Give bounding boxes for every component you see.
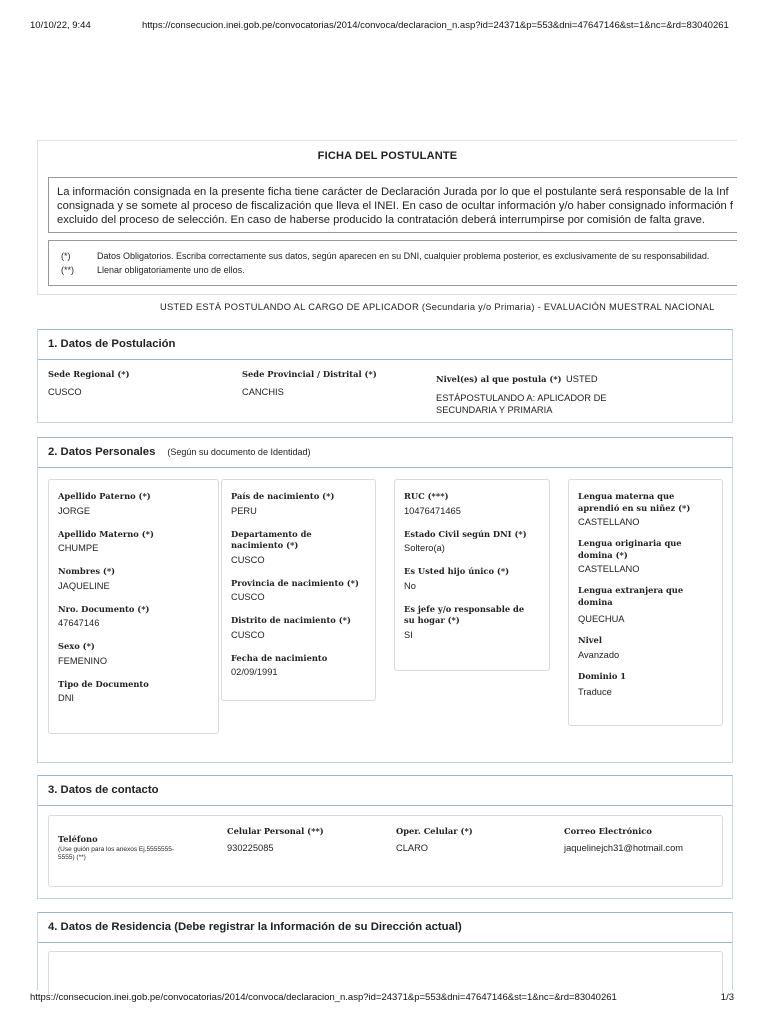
- estado-civil-label: Estado Civil según DNI (*): [404, 528, 527, 539]
- celular-field: [227, 826, 324, 854]
- personales-header: [38, 438, 732, 468]
- sexo-field: [58, 641, 209, 667]
- residencia-header: 4. Datos de Residencia (Debe registrar la Información de su Dirección actual): [38, 913, 732, 943]
- tax-civil-box: [394, 479, 550, 671]
- identity-box: [48, 479, 219, 734]
- nivel-lengua-value: Avanzado: [578, 649, 620, 660]
- sede-provincial-field: [242, 369, 377, 398]
- jefe-hogar-field: [404, 604, 540, 641]
- lengua-originaria-label: [578, 538, 713, 561]
- sede-regional-field: [48, 369, 130, 398]
- sexo-value: FEMENINO: [58, 655, 108, 666]
- correo-label: Correo Electrónico: [564, 826, 652, 836]
- pais-label: País de nacimiento (*): [231, 491, 335, 501]
- print-footer-url: https://consecucion.inei.gob.pe/convocatorias/2014/convoca/declaracion_n.asp?id=24371&p=553&dni=47647146&st=1&nc=&rd=83040261: [30, 992, 617, 1003]
- lengua-materna-label: [578, 491, 713, 514]
- declaration-disclaimer: [48, 177, 737, 233]
- provincia-label: Provincia de nacimiento (*): [231, 577, 359, 588]
- estado-civil-field: [404, 529, 540, 555]
- distrito-label: Distrito de nacimiento (*): [231, 615, 351, 625]
- departamento-label-line: Departamento de: [231, 528, 312, 539]
- contacto-header: 3. Datos de contacto: [38, 776, 732, 806]
- print-url: https://consecucion.inei.gob.pe/convocatorias/2014/convoca/declaracion_n.asp?id=24371&p=553&dni=47647146&st=1&nc=&rd=83040261: [142, 20, 729, 31]
- nivel-lengua-label: Nivel: [578, 635, 602, 645]
- apellido-paterno-field: [58, 491, 209, 517]
- nombres-field: [58, 566, 209, 592]
- language-box: [568, 479, 723, 726]
- telefono-field: [58, 834, 218, 862]
- legend-row-one-of: [61, 263, 725, 277]
- nombres-value: JAQUELINE: [58, 580, 110, 591]
- legend-mark: (**): [61, 265, 74, 275]
- lengua-originaria-label-line: domina (*): [578, 549, 628, 560]
- telefono-hint: [58, 846, 218, 862]
- operador-field: [396, 826, 473, 854]
- legend-box: [48, 240, 737, 286]
- disclaimer-line: excluido del proceso de selección. En caso de haberse producido la contratación deberá interrumpirse por comisión de falta grave.: [57, 214, 706, 226]
- pais-field: [231, 491, 366, 517]
- hijo-unico-label: Es Usted hijo único (*): [404, 566, 510, 576]
- nivel-postula-line: ESTÁPOSTULANDO A: APLICADOR DE: [436, 393, 607, 403]
- jefe-hogar-value: SI: [404, 629, 413, 640]
- correo-field: [564, 826, 683, 854]
- tipo-documento-label: Tipo de Documento: [58, 678, 149, 689]
- sede-provincial-value: CANCHIS: [242, 386, 284, 397]
- contacto-box: [48, 815, 723, 887]
- departamento-label-line: nacimiento (*): [231, 540, 299, 550]
- hijo-unico-field: [404, 566, 540, 592]
- nivel-postula-line: SECUNDARIA Y PRIMARIA: [436, 405, 553, 415]
- nro-documento-field: [58, 604, 209, 630]
- lengua-extranjera-label: [578, 585, 713, 608]
- lengua-originaria-value: CASTELLANO: [578, 564, 640, 574]
- personales-title: 2. Datos Personales: [48, 446, 156, 458]
- cargo-line: USTED ESTÁ POSTULANDO AL CARGO DE APLICADOR (Secundaria y/o Primaria) - EVALUACIÓN MUESTRAL NACIONAL: [160, 302, 715, 312]
- ruc-value: 10476471465: [404, 505, 461, 516]
- personales-panel: [37, 437, 733, 763]
- nivel-lengua-field: [578, 635, 713, 661]
- pais-value: PERU: [231, 505, 257, 516]
- distrito-value: CUSCO: [231, 629, 265, 640]
- jefe-hogar-label: [404, 604, 540, 627]
- nivel-postula-label-row: [436, 369, 726, 387]
- legend-text: Datos Obligatorios. Escriba correctamente sus datos, según aparecen en su DNI, cualquier problema posterior, es exclusivamente de su responsabilidad.: [97, 251, 710, 261]
- celular-label: Celular Personal (**): [227, 826, 324, 836]
- apellido-materno-field: [58, 529, 209, 555]
- lengua-extranjera-label-line: domina: [578, 596, 613, 607]
- estado-civil-value: Soltero(a): [404, 543, 445, 553]
- nivel-postula-value: [436, 392, 726, 416]
- jefe-hogar-label-line: Es jefe y/o responsable de: [404, 603, 525, 614]
- ruc-field: [404, 491, 540, 517]
- hijo-unico-value: No: [404, 580, 416, 591]
- legend-row-required: [61, 249, 725, 263]
- tipo-documento-value: DNI: [58, 693, 75, 703]
- legend-text: Llenar obligatoriamente uno de ellos.: [97, 265, 245, 275]
- apellido-paterno-label: Apellido Paterno (*): [58, 491, 151, 501]
- nro-documento-label: Nro. Documento (*): [58, 603, 150, 614]
- sede-regional-label: Sede Regional (*): [48, 369, 130, 379]
- telefono-label: Teléfono: [58, 834, 98, 844]
- tipo-documento-field: [58, 679, 209, 705]
- residencia-panel: [37, 912, 733, 990]
- lengua-extranjera-field: [578, 585, 713, 625]
- ruc-label: RUC (***): [404, 491, 449, 501]
- distrito-field: [231, 615, 366, 641]
- apellido-materno-label: Apellido Materno (*): [58, 528, 154, 539]
- departamento-label: [231, 529, 366, 552]
- disclaimer-line: La información consignada en la presente ficha tiene carácter de Declaración Jurada por lo que el postulante será responsable de la Inf: [57, 186, 729, 198]
- nro-documento-value: 47647146: [58, 618, 100, 628]
- nivel-postula-inline: USTED: [566, 374, 598, 384]
- sede-provincial-label: Sede Provincial / Distrital (*): [242, 369, 377, 379]
- celular-value: 930225085: [227, 842, 274, 853]
- departamento-field: [231, 529, 366, 566]
- telefono-hint-line: 5555) (**): [58, 853, 86, 861]
- lengua-materna-field: [578, 491, 713, 528]
- jefe-hogar-label-line: su hogar (*): [404, 615, 460, 625]
- apellido-materno-value: CHUMPE: [58, 543, 99, 553]
- telefono-hint-line: (Use guión para los anexos Ej.5555555-: [58, 845, 174, 853]
- nivel-postula-label: Nivel(es) al que postula (*): [436, 374, 562, 384]
- nivel-postula-field: [436, 369, 726, 416]
- print-datetime: 10/10/22, 9:44: [30, 20, 91, 31]
- sede-regional-value: CUSCO: [48, 386, 82, 397]
- provincia-field: [231, 578, 366, 604]
- lengua-materna-label-line: aprendió en su niñez (*): [578, 502, 691, 513]
- sexo-label: Sexo (*): [58, 641, 95, 651]
- lengua-originaria-label-line: Lengua originaria que: [578, 538, 682, 548]
- contacto-panel: [37, 775, 733, 899]
- ficha-card: [37, 140, 737, 295]
- disclaimer-line: consignada y se somete al proceso de fiscalización que lleva el INEI. En caso de ocultar información y/o haber consignado información f: [57, 200, 733, 212]
- lengua-materna-value: CASTELLANO: [578, 517, 640, 527]
- lengua-extranjera-value: QUECHUA: [578, 614, 625, 624]
- dominio-value: Traduce: [578, 687, 612, 697]
- departamento-value: CUSCO: [231, 554, 265, 565]
- postulacion-header: 1. Datos de Postulación: [38, 330, 732, 360]
- operador-value: CLARO: [396, 842, 429, 853]
- apellido-paterno-value: JORGE: [58, 505, 91, 516]
- dominio-field: [578, 671, 713, 699]
- fecha-nacimiento-label: Fecha de nacimiento: [231, 652, 328, 663]
- ficha-title: FICHA DEL POSTULANTE: [317, 150, 458, 162]
- correo-value: jaquelinejch31@hotmail.com: [564, 842, 683, 853]
- provincia-value: CUSCO: [231, 592, 265, 602]
- lengua-extranjera-label-line: Lengua extranjera que: [578, 585, 684, 595]
- page-number: 1/3: [720, 992, 734, 1003]
- postulacion-panel: [37, 329, 733, 423]
- fecha-nacimiento-field: [231, 653, 366, 679]
- lengua-materna-label-line: Lengua materna que: [578, 491, 675, 501]
- birth-box: [221, 479, 376, 701]
- dominio-label: Dominio 1: [578, 670, 627, 681]
- nombres-label: Nombres (*): [58, 566, 116, 576]
- fecha-nacimiento-value: 02/09/1991: [231, 667, 278, 677]
- operador-label: Oper. Celular (*): [396, 826, 473, 836]
- lengua-originaria-field: [578, 538, 713, 575]
- residencia-box: [48, 951, 723, 995]
- personales-subtitle: (Según su documento de Identidad): [167, 447, 311, 457]
- legend-mark: (*): [61, 251, 71, 261]
